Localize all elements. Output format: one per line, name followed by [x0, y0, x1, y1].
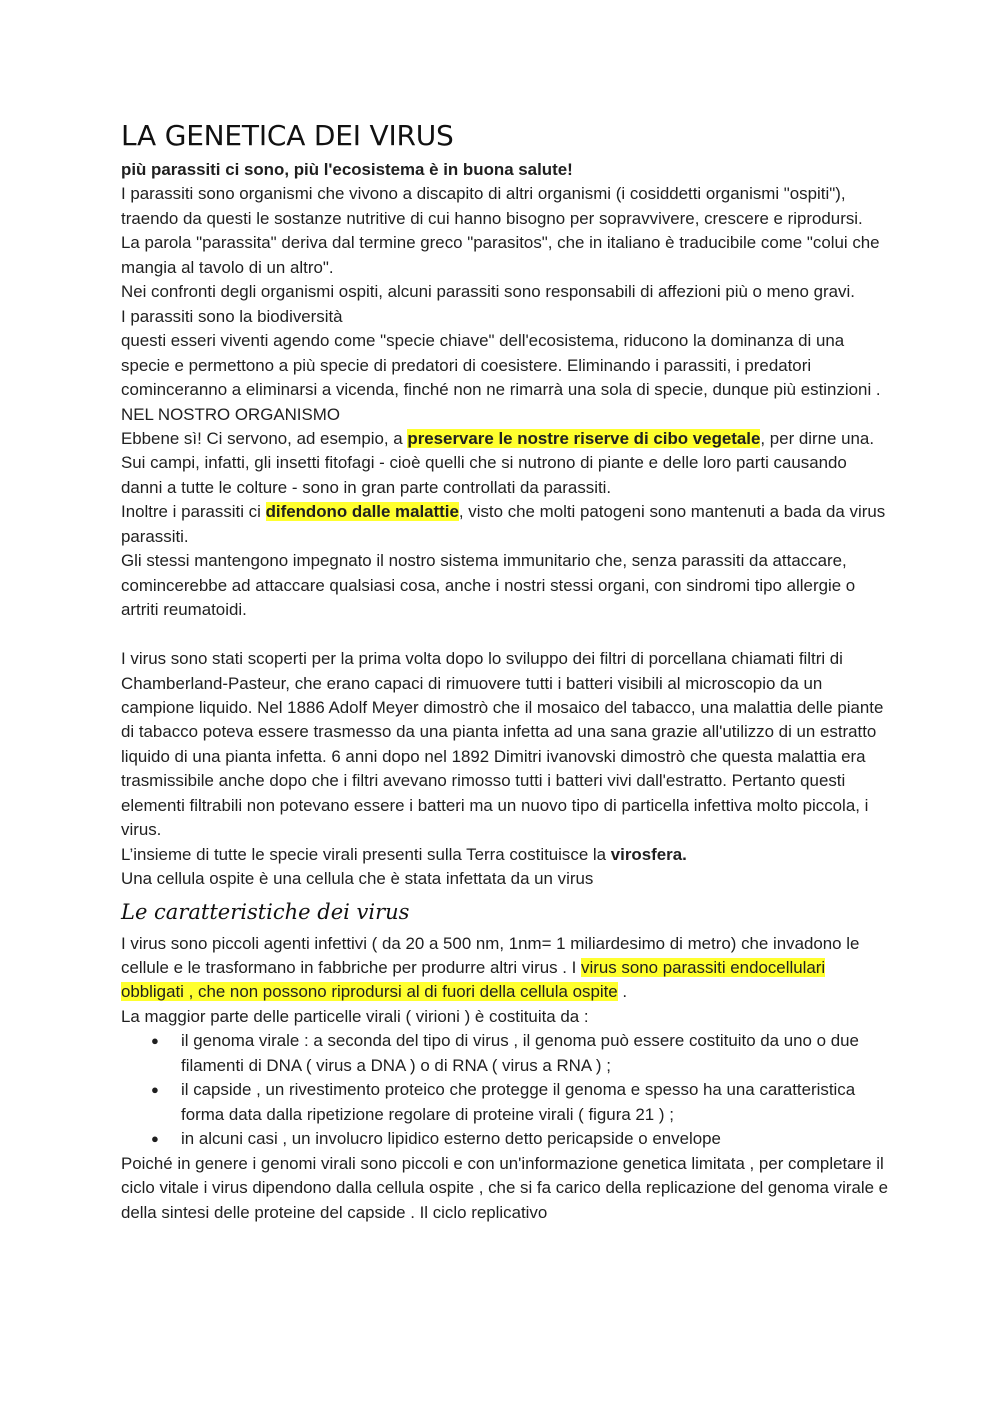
- paragraph-parassiti-definizione: I parassiti sono organismi che vivono a discapito di altri organismi (i cosiddetti organismi "ospiti"), traendo da questi le sostanze nutritive di cui hanno bisogno per sopravvivere, crescere e riprodursi.: [121, 184, 863, 228]
- paragraph-biodiversita: I parassiti sono la biodiversità: [121, 306, 343, 326]
- list-item: ● il capside , un rivestimento proteico che protegge il genoma e spesso ha una caratteristica forma data dalla ripetizione regolare di proteine virali ( figura 21 ) ;: [121, 1078, 889, 1127]
- paragraph-parola-parassita: La parola "parassita" deriva dal termine greco "parasitos", che in italiano è traducibile come "colui che mangia al tavolo di un altro".: [121, 233, 880, 277]
- text-segment: , per dirne una. Sui campi, infatti, gli insetti fitofagi - cioè quelli che si nutrono di piante e delle loro parti causando danni a tutte le colture - sono in gran parte controllati da parassiti.: [121, 428, 875, 497]
- paragraph-sistema-immunitario: Gli stessi mantengono impegnato il nostro sistema immunitario che, senza parassiti da attaccare, comincerebbe ad attaccare qualsiasi cosa, anche i nostri stessi organi, con sindromi tipo allergie o artriti reumatoidi.: [121, 551, 856, 620]
- paragraph-caratteristiche: [121, 932, 889, 1005]
- blank-line: [121, 623, 889, 647]
- text-segment: L’insieme di tutte le specie virali presenti sulla Terra costituisce la: [121, 844, 611, 864]
- heading-nel-nostro-organismo: NEL NOSTRO ORGANISMO: [121, 404, 340, 424]
- text-segment: .: [617, 982, 628, 1002]
- paragraph-cibo-vegetale: [121, 427, 889, 500]
- paragraph-scoperta-virus: I virus sono stati scoperti per la prima volta dopo lo sviluppo dei filtri di porcellana chiamati filtri di Chamberland-Pasteur, che erano capaci di rimuovere tutti i batteri visibili al microscopio da un campione liquido. Nel 1886 Adolf Meyer dimostrò che il mosaico del tabacco, una malattia delle piante di tabacco poteva essere trasmesso da una pianta infetta ad una sana grazie all'utilizzo di un estratto liquido di una pianta infetta. 6 anni dopo nel 1892 Dimitri ivanovski dimostrò che questa malattia era trasmissibile anche dopo che i filtri avevano rimosso tutti i batteri vivi dall'estratto. Pertanto questi elementi filtrabili non potevano essere i batteri ma un nuovo tipo di particella infettiva molto piccola, i virus.: [121, 649, 884, 840]
- text-segment: Inoltre i parassiti ci: [121, 502, 266, 522]
- highlight-difendono-malattie: difendono dalle malattie: [265, 502, 459, 522]
- document-body: [121, 116, 889, 1225]
- highlight-parassiti-endocellulari: virus sono parassiti endocellulari obbligati , che non possono riprodursi al di fuori della cellula ospite: [121, 958, 826, 1002]
- paragraph-specie-chiave: questi esseri viventi agendo come "specie chiave" dell'ecosistema, riducono la dominanza di una specie e permettono a più specie di predatori di coesistere. Eliminando i parassiti, i predatori cominceranno a eliminarsi a vicenda, finché non ne rimarrà una sola di specie, dunque più estinzioni .: [121, 331, 881, 400]
- paragraph-malattie: [121, 500, 889, 549]
- paragraph-ciclo-vitale: Poiché in genere i genomi virali sono piccoli e con un'informazione genetica limitata , per completare il ciclo vitale i virus dipendono dalla cellula ospite , che si fa carico della replicazione del genoma virale e della sintesi delle proteine del capside . Il ciclo replicativo: [121, 1153, 889, 1222]
- list-item: ● in alcuni casi , un involucro lipidico esterno detto pericapside o envelope: [121, 1127, 889, 1151]
- text-segment: I virus sono piccoli agenti infettivi ( da 20 a 500 nm, 1nm= 1 miliardesimo di metro) che invadono le cellule e le trasformano in fabbriche per produrre altri virus . I: [121, 933, 860, 978]
- highlight-cibo-vegetale: preservare le nostre riserve di cibo vegetale: [407, 428, 761, 448]
- paragraph-affezioni: Nei confronti degli organismi ospiti, alcuni parassiti sono responsabili di affezioni più o meno gravi.: [121, 282, 855, 302]
- text-segment: , visto che molti patogeni sono mantenuti a bada da virus parassiti.: [121, 502, 886, 546]
- section-heading: Le caratteristiche dei virus: [121, 899, 410, 924]
- bullet-list: [121, 1029, 889, 1151]
- paragraph-cellula-ospite: Una cellula ospite è una cellula che è stata infettata da un virus: [121, 869, 594, 889]
- paragraph-virosfera: [121, 843, 889, 867]
- subtitle: più parassiti ci sono, più l'ecosistema è in buona salute!: [121, 160, 573, 179]
- list-item: ● il genoma virale : a seconda del tipo di virus , il genoma può essere costituito da uno o due filamenti di DNA ( virus a DNA ) o di RNA ( virus a RNA ) ;: [121, 1029, 889, 1078]
- term-virosfera: virosfera.: [610, 844, 687, 864]
- paragraph-virioni: La maggior parte delle particelle virali ( virioni ) è costituita da :: [121, 1006, 589, 1026]
- text-segment: Ebbene sì! Ci servono, ad esempio, a: [121, 428, 408, 448]
- page-title: LA GENETICA DEI VIRUS: [121, 119, 454, 152]
